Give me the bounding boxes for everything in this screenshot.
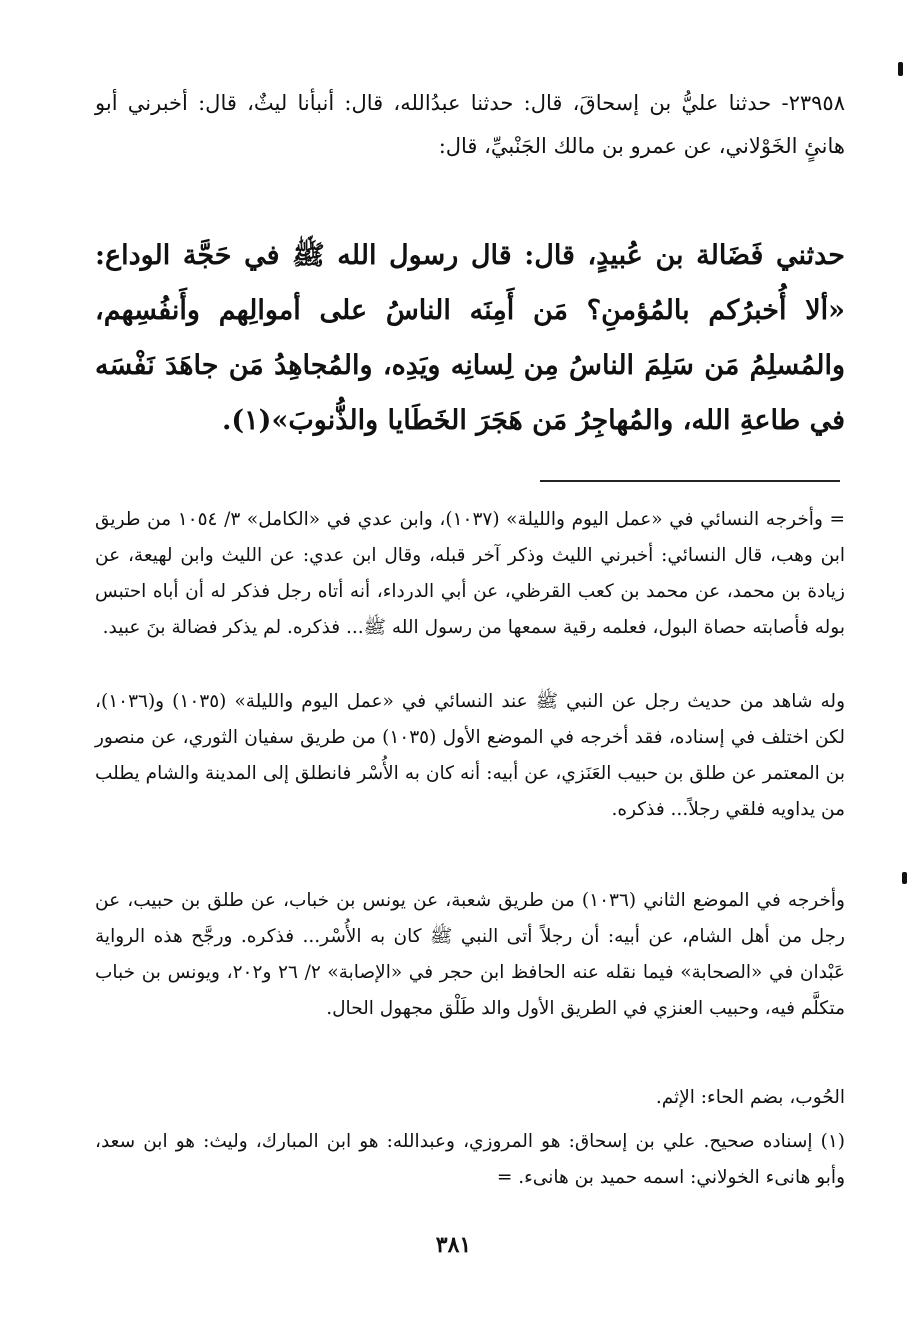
hadith-isnad: ٢٣٩٥٨- حدثنا عليُّ بن إسحاقَ، قال: حدثنا عبدُالله، قال: أنبأنا ليثٌ، قال: أخبرني أبو هانئٍ الخَوْلاني، عن عمرو بن مالك الجَنْبيِّ، قال: [95, 91, 845, 158]
page-number: ٣٨١ [435, 1232, 472, 1258]
scan-mark [902, 872, 907, 884]
scan-mark [898, 62, 903, 76]
footnote-separator [540, 480, 840, 482]
footnote-paragraph: وله شاهد من حديث رجل عن النبي ﷺ عند النسائي في «عمل اليوم والليلة» (١٠٣٥) و(١٠٣٦)، لكن اختلف في إسناده، فقد أخرجه في الموضع الأول (١٠٣٥) من طريق سفيان الثوري، عن منصور بن المعتمر عن طلق بن حبيب العَنَزي، عن أبيه: أنه كان به الأُسْر فانطلق إلى المدينة والشام يطلب من يداويه فلقي رجلاً... فذكره. [95, 691, 846, 820]
footnote-paragraph: (١) إسناده صحيح. علي بن إسحاق: هو المروزي، وعبدالله: هو ابن المبارك، وليث: هو ابن سعد، وأبو هانىء الخولاني: اسمه حميد بن هانىء. = [95, 1131, 845, 1188]
footnote-paragraph: وأخرجه في الموضع الثاني (١٠٣٦) من طريق شعبة، عن يونس بن خباب، عن طلق بن حبيب، عن رجل من أهل الشام، عن أبيه: أن رجلاً أتى النبي ﷺ كان به الأُسْر... فذكره. ورجَّح هذه الرواية عَبْدان في «الصحابة» فيما نقله عنه الحافظ ابن حجر في «الإصابة» ٢/ ٢٦ و٢٠٢، ويونس بن خباب متكلَّم فيه، وحبيب العنزي في الطريق الأول والد طَلْق مجهول الحال. [95, 890, 845, 1019]
footnote-paragraph: = وأخرجه النسائي في «عمل اليوم والليلة» (١٠٣٧)، وابن عدي في «الكامل» ٣/ ١٠٥٤ من طريق ابن وهب، قال النسائي: أخبرني الليث وذكر آخر قبله، وقال ابن عدي: عن الليث وابن لهيعة، عن زيادة بن محمد، عن محمد بن كعب القرظي، عن أبي الدرداء، أنه أتاه رجل فذكر له أن أباه احتبس بوله فأصابته حصاة البول، فعلمه رقية سمعها من رسول الله ﷺ... فذكره. لم يذكر فضالة بنَ عبيد. [95, 509, 846, 638]
hadith-matn: حدثني فَضَالة بن عُبيدٍ، قال: قال رسول الله ﷺ في حَجَّة الوداع: «ألا أُخبرُكم بالمُؤمنِ؟ مَن أَمِنَه الناسُ على أموالِهم وأَنفُسِهم، والمُسلِمُ مَن سَلِمَ الناسُ مِن لِسانِه ويَدِه، والمُجاهِدُ مَن جاهَدَ نَفْسَه في طاعةِ الله، والمُهاجِرُ مَن هَجَرَ الخَطَايا والذُّنوبَ»(١). [95, 240, 845, 436]
footnote-paragraph: الحُوب، بضم الحاء: الإثم. [655, 1087, 845, 1108]
